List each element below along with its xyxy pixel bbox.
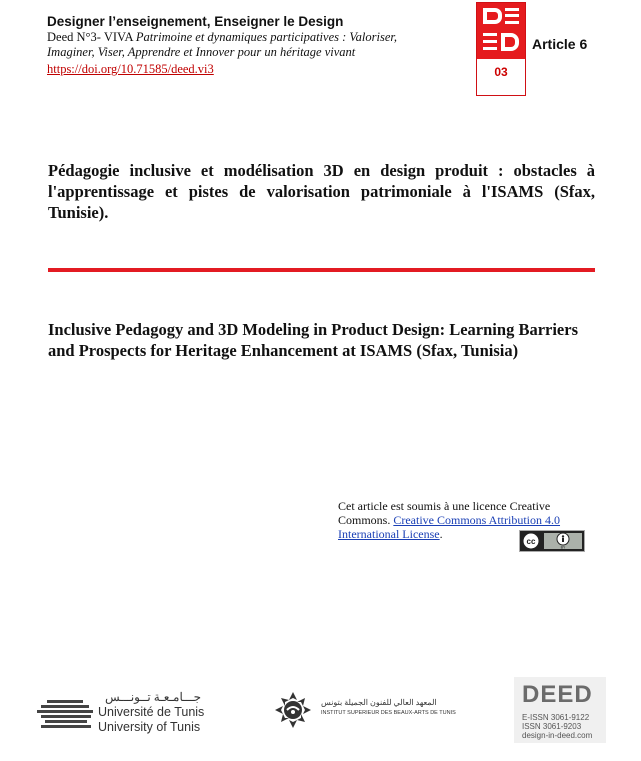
issue-number: 03 bbox=[494, 65, 508, 79]
isba-name-arabic: المعهد العالي للفنون الجميلة بتونس bbox=[321, 698, 437, 707]
svg-text:cc: cc bbox=[526, 537, 536, 546]
isba-name-french: INSTITUT SUPERIEUR DES BEAUX-ARTS DE TUNIS bbox=[321, 710, 456, 716]
eissn: E-ISSN 3061-9122 bbox=[522, 713, 590, 722]
license-period: . bbox=[439, 527, 443, 541]
cc-by-badge[interactable] bbox=[519, 530, 585, 552]
by-label: BY bbox=[560, 545, 566, 550]
title-english: Inclusive Pedagogy and 3D Modeling in Product Design: Learning Barriers and Prospects for Heritage Enhancement at ISAMS (Sfax, Tunisia) bbox=[48, 320, 578, 360]
journal-website: design-in-deed.com bbox=[522, 731, 593, 740]
university-emblem-icon bbox=[35, 694, 95, 738]
deed-footer-logo bbox=[514, 677, 606, 743]
deed-logo-icon bbox=[477, 3, 525, 59]
title-divider bbox=[48, 268, 595, 272]
license-text: Cet article est soumis à une licence Creative Commons. bbox=[338, 499, 551, 527]
issue-theme: Patrimoine et dynamiques participatives : Valoriser, bbox=[135, 30, 397, 44]
isba-emblem-icon bbox=[273, 690, 313, 730]
title-french: Pédagogie inclusive et modélisation 3D en design produit : obstacles à l'apprentissage et pistes de valorisation patrimoniale à l'ISAMS (Sfax, Tunisie). bbox=[48, 161, 595, 222]
article-label: Article 6 bbox=[532, 36, 588, 52]
issue-line-1 bbox=[47, 30, 467, 45]
university-name-english: University of Tunis bbox=[98, 720, 201, 734]
license-link[interactable]: Creative Commons Attribution 4.0 International License bbox=[338, 513, 561, 541]
cc-icon bbox=[523, 533, 539, 549]
deed-issue-badge bbox=[476, 2, 526, 96]
by-icon bbox=[557, 533, 569, 545]
isba-tunis-logo bbox=[273, 690, 463, 734]
university-name-arabic: جـــامـعـة تــونـــس bbox=[105, 690, 202, 704]
issn: ISSN 3061-9203 bbox=[522, 722, 582, 731]
university-of-tunis-logo bbox=[35, 690, 225, 742]
issue-line-2 bbox=[47, 45, 467, 60]
university-name-french: Université de Tunis bbox=[98, 705, 205, 719]
journal-header bbox=[47, 14, 467, 78]
doi-link[interactable]: https://doi.org/10.71585/deed.vi3 bbox=[47, 62, 214, 76]
deed-wordmark: DEED bbox=[522, 681, 593, 708]
journal-title: Designer l’enseignement, Enseigner le Design bbox=[47, 14, 344, 29]
issue-prefix: Deed N°3- VIVA bbox=[47, 30, 136, 44]
issue-theme-cont: Imaginer, Viser, Apprendre et Innover pour un héritage vivant bbox=[47, 45, 356, 59]
